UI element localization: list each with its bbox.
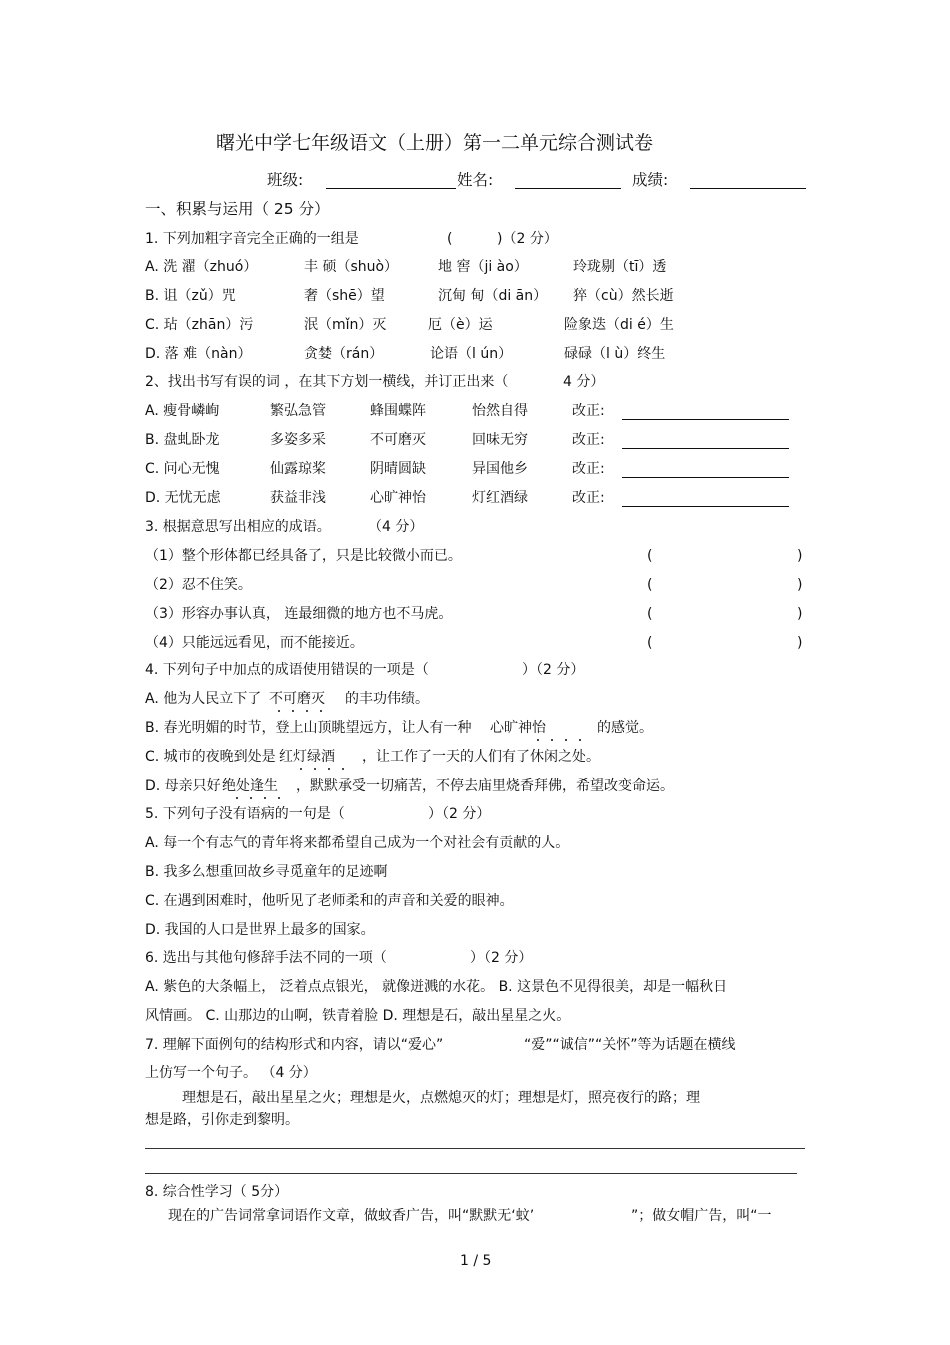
emphasis-dot <box>314 768 316 770</box>
q5-c: C. 在遇到困难时，他听见了老师柔和的声音和关爱的眼神。 <box>145 893 514 909</box>
score-label: 成绩: <box>632 171 669 189</box>
emphasis-dot <box>250 797 252 799</box>
q2-c-3: 阴晴圆缺 <box>370 461 426 477</box>
q2-c-fix-label: 改正: <box>572 461 605 477</box>
emphasis-dot <box>278 797 280 799</box>
q7-line1: 7. 理解下面例句的结构形式和内容，请以“爱心” <box>145 1037 444 1053</box>
q6-line2: 风情画。 C. 山那边的山啊，铁青着脸 D. 理想是石，敲出星星之火。 <box>145 1008 571 1024</box>
q1-d-2: 贪婪（rán） <box>304 346 384 362</box>
q3-3-rparen: ) <box>797 606 803 622</box>
q2-d-fix-label: 改正: <box>572 490 605 506</box>
answer-line-2[interactable] <box>145 1173 797 1174</box>
q8-line1a: 现在的广告词常拿词语作文章，做蚊香广告，叫“默默无‘蚊’ <box>168 1208 535 1224</box>
q1-b-4: 猝（cù）然长逝 <box>573 288 674 304</box>
page-title: 曙光中学七年级语文（上册）第一二单元综合测试卷 <box>216 132 654 154</box>
q2-b-fix-label: 改正: <box>572 432 605 448</box>
q3-3-lparen: ( <box>647 606 653 622</box>
q3-1-rparen: ) <box>797 548 803 564</box>
q1-score: )（2 分） <box>497 231 558 247</box>
q5-a: A. 每一个有志气的青年将来都希望自己成为一个对社会有贡献的人。 <box>145 835 570 851</box>
q2-d-fix-field[interactable] <box>622 506 789 507</box>
q8-line1b: ”；做女帽广告，叫“一 <box>631 1208 772 1224</box>
q7-line1b: “爱”“诚信”“关怀”等为话题在横线 <box>524 1037 736 1053</box>
q1-c-1: C. 玷（zhān）污 <box>145 317 254 333</box>
q2-b-1: B. 盘虬卧龙 <box>145 432 220 448</box>
emphasis-dot <box>551 739 553 741</box>
emphasis-dot <box>306 710 308 712</box>
q1-c-4: 险象迭（di é）生 <box>564 317 674 333</box>
q4-score: ）（2 分） <box>522 662 585 678</box>
q2-c-4: 异国他乡 <box>472 461 528 477</box>
q4-a-pre: A. 他为人民立下了 <box>145 691 262 707</box>
emphasis-dot <box>236 797 238 799</box>
class-field[interactable] <box>326 188 456 189</box>
q2-b-3: 不可磨灭 <box>370 432 426 448</box>
class-label: 班级: <box>267 171 304 189</box>
q2-a-fix-field[interactable] <box>622 419 789 420</box>
q2-b-fix-field[interactable] <box>622 448 789 449</box>
page-number: 1 / 5 <box>460 1253 492 1269</box>
q6-score: ）（2 分） <box>470 950 533 966</box>
q4-c-idiom: 红灯绿酒 <box>279 749 335 765</box>
q2-c-fix-field[interactable] <box>622 477 789 478</box>
q2-d-2: 获益非浅 <box>270 490 326 506</box>
q3-item-3: （3）形容办事认真， 连最细微的地方也不马虎。 <box>145 606 453 622</box>
q7-example-2: 想是路，引你走到黎明。 <box>145 1112 299 1128</box>
q2-c-1: C. 问心无愧 <box>145 461 220 477</box>
q1-b-1: B. 诅（zǔ）咒 <box>145 288 236 304</box>
emphasis-dot <box>579 739 581 741</box>
q4-b-post: 的感觉。 <box>597 720 653 736</box>
q3-item-1: （1）整个形体都已经具备了，只是比较微小而已。 <box>145 548 462 564</box>
emphasis-dot <box>565 739 567 741</box>
q2-a-fix-label: 改正: <box>572 403 605 419</box>
emphasis-dot <box>300 768 302 770</box>
q3-4-rparen: ) <box>797 635 803 651</box>
emphasis-dot <box>320 710 322 712</box>
q7-example-1: 理想是石，敲出星星之火；理想是火，点燃熄灭的灯；理想是灯，照亮夜行的路；理 <box>182 1090 700 1106</box>
q4-c-post: ，让工作了一天的人们有了休闲之处。 <box>362 749 600 765</box>
q6-line1: A. 紫色的大条幅上， 泛着点点银光， 就像迸溅的水花。 B. 这景色不见得很美，却是一幅秋日 <box>145 979 728 995</box>
q1-a-1: A. 洗 濯（zhuó） <box>145 259 258 275</box>
q5-score: ）（2 分） <box>428 806 491 822</box>
q4-b-idiom: 心旷神怡 <box>490 720 546 736</box>
q3-stem: 3. 根据意思写出相应的成语。 <box>145 519 331 535</box>
q5-b: B. 我多么想重回故乡寻觅童年的足迹啊 <box>145 864 388 880</box>
q1-a-2: 丰 硕（shuò） <box>304 259 399 275</box>
q4-d-idiom: 绝处逢生 <box>222 778 278 794</box>
q3-2-lparen: ( <box>647 577 653 593</box>
q2-a-2: 繁弘急管 <box>270 403 326 419</box>
q3-2-rparen: ) <box>797 577 803 593</box>
answer-line-1[interactable] <box>145 1148 805 1149</box>
q1-c-3: 厄（è）运 <box>428 317 493 333</box>
score-field[interactable] <box>690 188 806 189</box>
q1-paren: ( <box>447 231 453 247</box>
q2-a-3: 蜂围蝶阵 <box>370 403 426 419</box>
q2-score: 4 分） <box>563 374 605 390</box>
emphasis-dot <box>264 797 266 799</box>
q4-stem: 4. 下列句子中加点的成语使用错误的一项是（ <box>145 662 429 678</box>
q1-stem: 1. 下列加粗字音完全正确的一组是 <box>145 231 359 247</box>
q4-a-idiom: 不可磨灭 <box>269 691 325 707</box>
emphasis-dot <box>328 768 330 770</box>
q2-b-2: 多姿多采 <box>270 432 326 448</box>
q1-a-3: 地 窖（ji ào） <box>438 259 528 275</box>
q6-stem: 6. 选出与其他句修辞手法不同的一项（ <box>145 950 387 966</box>
q2-d-1: D. 无忧无虑 <box>145 490 221 506</box>
q4-d-post: ，默默承受一切痛苦，不停去庙里烧香拜佛，希望改变命运。 <box>296 778 674 794</box>
q3-item-4: （4）只能远远看见，而不能接近。 <box>145 635 364 651</box>
q3-1-lparen: ( <box>647 548 653 564</box>
q4-a-post: 的丰功伟绩。 <box>345 691 429 707</box>
q1-c-2: 泯（mǐn）灭 <box>304 317 387 333</box>
emphasis-dot <box>537 739 539 741</box>
q5-d: D. 我国的人口是世界上最多的国家。 <box>145 922 375 938</box>
q2-d-4: 灯红酒绿 <box>472 490 528 506</box>
emphasis-dot <box>292 710 294 712</box>
q5-stem: 5. 下列句子没有语病的一句是（ <box>145 806 345 822</box>
q2-a-4: 怡然自得 <box>472 403 528 419</box>
q2-a-1: A. 瘦骨嶙峋 <box>145 403 220 419</box>
q1-a-4: 玲珑剔（tī）透 <box>573 259 667 275</box>
q1-b-3: 沉甸 甸（di ān） <box>438 288 548 304</box>
q4-b-pre: B. 春光明媚的时节，登上山顶眺望远方，让人有一种 <box>145 720 472 736</box>
q1-d-3: 论语（l ún） <box>430 346 513 362</box>
q7-line2: 上仿写一个句子。 （4 分） <box>145 1065 317 1081</box>
emphasis-dot <box>342 768 344 770</box>
q3-item-2: （2）忍不住笑。 <box>145 577 252 593</box>
q3-4-lparen: ( <box>647 635 653 651</box>
name-label: 姓名: <box>457 171 494 189</box>
q2-b-4: 回味无穷 <box>472 432 528 448</box>
name-field[interactable] <box>515 188 621 189</box>
q2-d-3: 心旷神怡 <box>370 490 426 506</box>
section-heading: 一、积累与运用（ 25 分） <box>145 200 330 218</box>
q1-d-1: D. 落 难（nàn） <box>145 346 252 362</box>
q3-score: （4 分） <box>368 519 424 535</box>
emphasis-dot <box>278 710 280 712</box>
q8-stem: 8. 综合性学习（ 5分） <box>145 1184 289 1200</box>
q2-stem: 2、找出书写有误的词 ，在其下方划一横线，并订正出来（ <box>145 374 509 390</box>
q4-d-pre: D. 母亲只好 <box>145 778 221 794</box>
q1-b-2: 奢（shē）望 <box>304 288 385 304</box>
q4-c-pre: C. 城市的夜晚到处是 <box>145 749 276 765</box>
q1-d-4: 碌碌（l ù）终生 <box>564 346 666 362</box>
q2-c-2: 仙露琼桨 <box>270 461 326 477</box>
